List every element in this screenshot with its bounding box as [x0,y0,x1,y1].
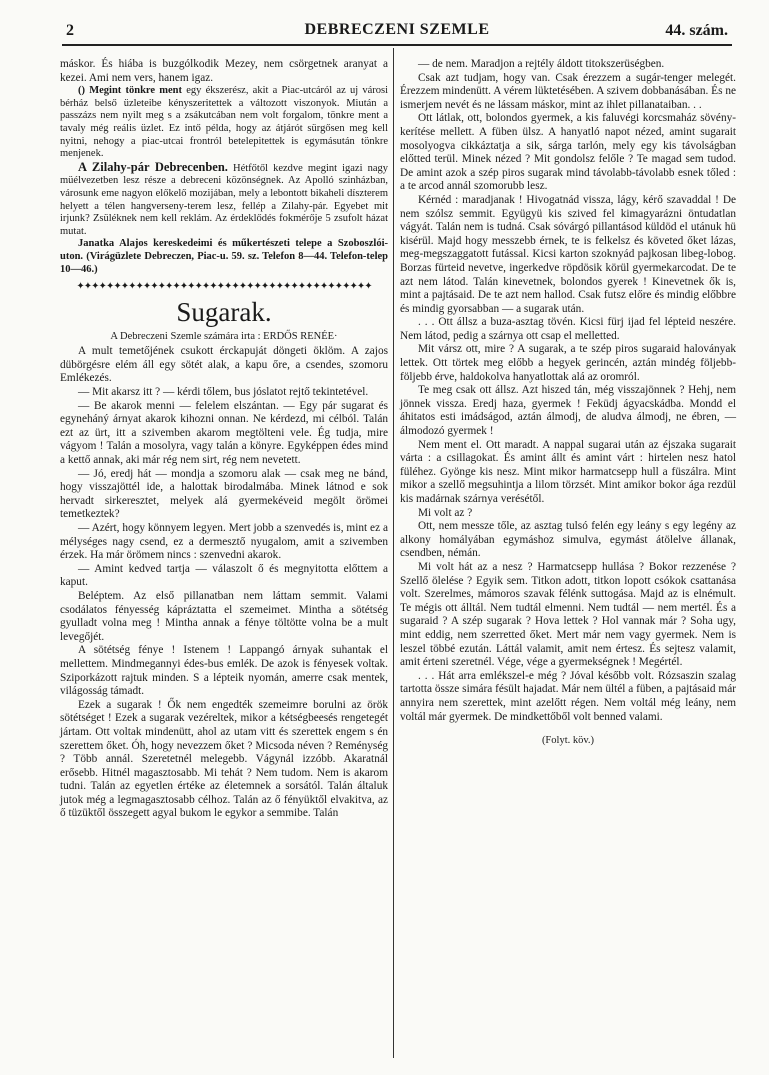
news-headline: A Zilahy-pár Debrecenben. [78,159,228,174]
paragraph: . . . Ott állsz a buza-asztag tövén. Kicsi fürj ijad fel lépteid neszére. Nem látod, pedig a szárnya ott csap el melletted. [400,316,736,342]
news-item [60,161,388,239]
paragraph: Te meg csak ott állsz. Azt hiszed tán, még visszajönnek ? Hehj, nem jönnek vissza. Eredj haza, gyermek ! Feküdj ágyacskádba. Mondd el áhitatos esti imádságod, aztán álmodj, de aludva álmodj, ne ébren, — álmodozó gyermek ! [400,384,736,438]
paragraph: Nem ment el. Ott maradt. A nappal sugarai után az éjszaka sugarait várta : a csillagokat. És amint állt és amint várt : hirtelen nesz hatol füléhez. Gyönge kis nesz. Mint mikor harmatcsepp hull a füszálra. Mint mikor a szellő megsuhintja a lilom törzsét. Mint amikor bokor ága rezdül kis madárnak szárnya verésétől. [400,438,736,505]
right-column [400,58,736,748]
paragraph: Ott látlak, ott, bolondos gyermek, a kis faluvégi korcsmaház sövény-kerítése mellett. A füben ülsz. A hanyatló napot nézed, amint sugarait mosolyogva cikkáztatja a sik, sárga tarlón, mely egy kis távolságban előtted terül. Minek nézed ? Mit gondolsz felőle ? Te magad sem tudod. De amint azok a szép piros sugarak mind távolabb-távolabb esnek tőled : a te arcod annál szomorubb lesz. [400,112,736,193]
paragraph: — Amint kedved tartja — válaszolt ő és megnyitotta előttem a kaput. [60,562,388,589]
issue-number: 44. szám. [665,22,728,39]
paragraph: Mi volt az ? [418,506,473,519]
article-byline: A Debreczeni Szemle számára irta : ERDŐS RENÉE· [110,330,338,342]
advertisement: Janatka Alajos kereskedeimi és műkertészeti telepe a Szoboszlói-uton. (Virágüzlete Debreczen, Piac-u. 59. sz. Telefon 8—44. Telefon-telep 10—46.) [60,238,388,275]
paragraph: — Jó, eredj hát — mondja a szomoru alak — csak meg ne bánd, hogy visszajöttél ide, a halottak birodalmába. Minek látnod e sok hervadt sirkeresztet, melyek alá gyermekéveid megölt örömei temetkeztek? [60,467,388,521]
news-text: egy ékszerész, akit a Piac-utcáról az uj városi bérház belső üzleteibe kényszeritettek a változott viszonyok. Miután a passzázs nem nyilt meg s a zsákutcában nem volt forgalom, tönkre ment a tavaly még reális üzlet. Ez intő példa, hogy az átjárót sürgősen meg kell nyitni, nehogy a piac-utcai frontról betelepitettek is egymásután tönkre menjenek. [60,85,388,160]
paragraph: A mult temetőjének csukott érckapuját döngeti öklöm. A zajos dübörgésre elém áll egy sötét alak, a kapu őre, a csendes, szomoru Emlékezés. [60,345,388,385]
continued-note: (Folyt. köv.) [541,735,595,747]
page-header [62,20,732,46]
paragraph: Mi volt hát az a nesz ? Harmatcsepp hullása ? Bokor rezzenése ? Szellő ölelése ? Egyik sem. Titkon adott, titkon lopott csókok csattanása volt. Szerelmes, mámoros szavak félénk suttogása. Majd az is elnémult. Te mégis ott álltál. Nem tudtál elmenni. Nem tudtál — nem mertél. És a sugaraid ? A szép sugarak ? Hova lettek ? Hol vannak már ? Soha ugy, mint eddig, nem szerretted őket. Mert már nem vagy gyermek. Nem is leszel többé ezután. Láttál valamit, amit nem értesz. És sejtesz valamit, amit érteni szeretnél. Vége, vége a gyermekségnek ! Megértél. [400,560,736,669]
paragraph: — Azért, hogy könnyem legyen. Mert jobb a szenvedés is, mint ez a mélységes nagy csend, ez a dermesztő nyugalom, amit a szivemben érzek. Ha már örömem nincs : szenvedni akarok. [60,522,388,562]
news-headline: () Megint tönkre ment [78,85,183,97]
ornament-divider: ✦✦✦✦✦✦✦✦✦✦✦✦✦✦✦✦✦✦✦✦✦✦✦✦✦✦✦✦✦✦✦✦✦✦✦✦✦✦✦✦ [76,281,372,293]
paragraph: — de nem. Maradjon a rejtély áldott titokszerüségben. [418,58,665,70]
paragraph: máskor. És hiába is buzgólkodik Mezey, nem csörgetnek aranyat a kezei. Ami nem vers, hanem igaz. [60,58,388,84]
paragraph: Mit vársz ott, mire ? A sugarak, a te szép piros sugaraid haloványak lettek. Ott törtek meg előbb a hegyek gerincén, aztán mindég följebb-följebb érve, haldokolva hanyatlottak alá az oromról. [400,343,736,383]
paragraph: . . . Hát arra emlékszel-e még ? Jóval később volt. Rózsaszin szalag tartotta össze simára fésült hajadat. Már nem ültél a füben, a pajtásaid már annyira nem szerettek, mint azelőtt régen. Nem voltál még leány, nem voltál már gyermek. De mindkettőből volt benned valami. [400,669,736,723]
paragraph: Csak azt tudjam, hogy van. Csak érezzem a sugár-tenger melegét. Érezzem mindenütt. A vérem lüktetésében. A szivem dobbanásában. És ne ismerjem nevét és ne lássam máskor, mint az ihlet pillanataiban. . . [400,71,736,111]
news-item [60,85,388,161]
article-title: Sugarak. [176,296,272,327]
column-divider [393,48,394,1058]
journal-title: DEBRECZENI SZEMLE [304,21,490,38]
paragraph: Kérnéd : maradjanak ! Hivogatnád vissza, lágy, kérő szavaddal ! De nem szólsz semmit. Együgyü kis szived fel kimagyarázni öntudatlan vágyát. Talán nem is tudná. Csak sóvárgó pillantásod küldöd el utánuk hü kisérül. Majd hogy messzebb érnek, te is felkelsz és követed őket lázas, meg-megszaggatott futással. Kicsi karton szoknyád pajkosan libeg-lobog. Borzas fürteid nevetve, ingerkedve röpdösik körül gyermekarcodat. De te azt nem látod. Talán kinevetnek, bolondos gyerek ! Kinevetnek ők is, mint a pajtásaid. De te azt nem hallod. Csak futsz előre és mindig előbbre és mindig gyorsabban — a sugarak után. [400,193,736,315]
left-column [60,58,388,821]
news-text: Hétfőtől kezdve megint igazi nagy müélvezetben lesz része a debreceni közönségnek. Az Apolló szinházban, városunk eme nagyon előkelő mozijában, mely a lebontott bikaheli díszterem helyett a télen hangverseny-terem lesz, fellép a Zilahy-pár. Egyebet mit irjunk? Zsüléknek nem kell reklám. Az érdeklődés fokmérője 5 zsufolt házat mutat. [60,162,388,237]
paragraph: A sötétség fénye ! Istenem ! Lappangó árnyak suhantak el mellettem. Mindmegannyi édes-bus emlék. De azok is fényesek voltak. Sziporkázott rajtuk minden. S a lépteik nyomán, amerre csak mentek, világosság támadt. [60,644,388,698]
paragraph: Ott, nem messze tőle, az asztag tulsó felén egy leány s egy legény az alkony homályában egymáshoz simulva, egymást átölelve állanak, csendben, némán. [400,520,736,560]
page-number: 2 [66,22,74,39]
paragraph: — Mit akarsz itt ? — kérdi tőlem, bus jóslatot rejtő tekintetével. [78,386,369,399]
paragraph: — Be akarok menni — felelem elszántan. — Egy pár sugarat és egyneháný árnyat akarok kihozni onnan. Ne kérdezd, mi célból. Talán ezt az ürt, itt a szivemben akarom megtölteni vele. Ég tudja, mire vágyom ! Talán a mosolyra, vagy talán a könyre. Egyképpen édes mind a kettő annak, aki már rég nem sirt, rég nem nevetett. [60,399,388,467]
paragraph: Ezek a sugarak ! Ők nem engedték szemeimre borulni az örök sötétséget ! Ezek a sugarak vezéreltek, mikor a kétségbeesés rengetegét jártam. Ott voltak mindenütt, ahol az utam vitt és szerettek engem s én szerettem őket. Óh, hogy nevezzem őket ? Micsoda néven ? Reménység ? Több annál. Szeretetnél melegebb. Vágynál izzóbb. Akaratnál erősebb. Hitnél magasztosabb. Mi tehát ? Nem tudom. Nem is akarom tudni. Talán az egyetlen értéke az életemnek a sorsától. Talán általuk jutok még a legmagasztosabb célhoz. Talán az ő fényüktől elvakitva, az ő tüzüktől összegett agyal bukom le egykor a semmibe. Talán [60,698,388,820]
paragraph: Beléptem. Az első pillanatban nem láttam semmit. Valami csodálatos fényesség kápráztatta el szemeimet. Mintha a sötétség gyulladt volna meg ! Mintha annak a fénye töltötte volna be a mult levegőjét. [60,589,388,643]
